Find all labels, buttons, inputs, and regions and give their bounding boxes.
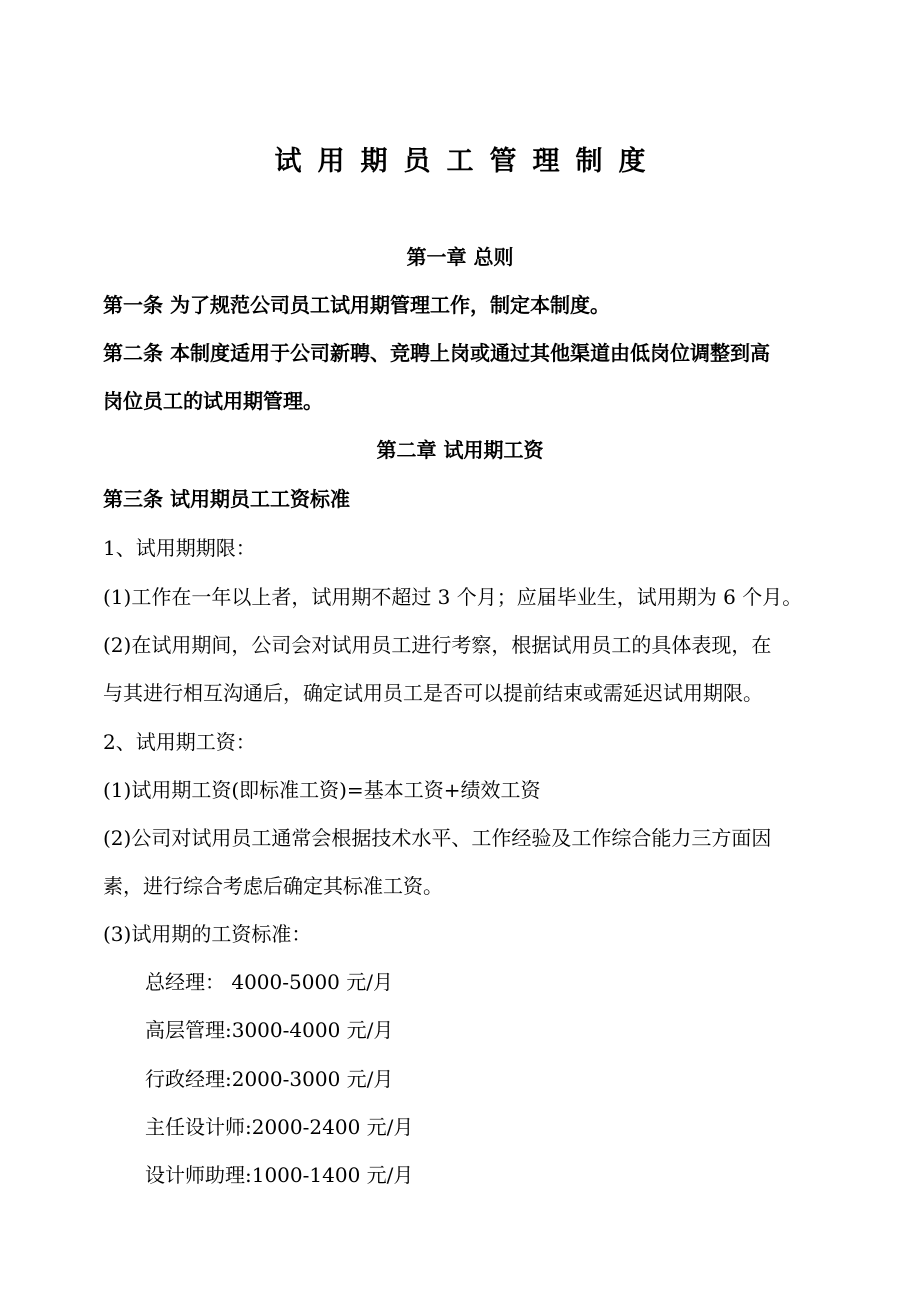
item-2-2-line-1: (2)公司对试用员工通常会根据技术水平、工作经验及工作综合能力三方面因 xyxy=(103,826,772,850)
salary-standard-item: 高层管理:3000-4000 元/月 xyxy=(145,1018,394,1042)
article-2-line-1: 第二条 本制度适用于公司新聘、竞聘上岗或通过其他渠道由低岗位调整到高 xyxy=(103,341,770,365)
item-2-heading: 2、试用期工资： xyxy=(103,730,256,754)
item-2-1: (1)试用期工资(即标准工资)=基本工资+绩效工资 xyxy=(103,778,541,802)
item-2-2-line-2: 素，进行综合考虑后确定其标准工资。 xyxy=(103,874,443,898)
chapter-heading-2: 第二章 试用期工资 xyxy=(376,438,544,462)
article-2-line-2: 岗位员工的试用期管理。 xyxy=(103,389,323,413)
salary-standard-item: 行政经理:2000-3000 元/月 xyxy=(145,1067,394,1091)
item-1-heading: 1、试用期期限： xyxy=(103,536,256,560)
article-1: 第一条 为了规范公司员工试用期管理工作，制定本制度。 xyxy=(103,293,610,317)
document-title: 试用期员工管理制度 xyxy=(274,146,662,177)
salary-standard-item: 总经理： 4000-5000 元/月 xyxy=(145,970,394,994)
item-2-3: (3)试用期的工资标准： xyxy=(103,922,312,946)
item-1-2-line-1: (2)在试用期间，公司会对试用员工进行考察，根据试用员工的具体表现，在 xyxy=(103,633,772,657)
chapter-heading-1: 第一章 总则 xyxy=(406,245,514,269)
salary-standard-item: 主任设计师:2000-2400 元/月 xyxy=(145,1115,414,1139)
article-3: 第三条 试用期员工工资标准 xyxy=(103,487,350,511)
item-1-1: (1)工作在一年以上者，试用期不超过 3 个月；应届毕业生，试用期为 6 个月。 xyxy=(103,585,803,609)
salary-standard-item: 设计师助理:1000-1400 元/月 xyxy=(145,1163,414,1187)
item-1-2-line-2: 与其进行相互沟通后，确定试用员工是否可以提前结束或需延迟试用期限。 xyxy=(103,681,763,705)
